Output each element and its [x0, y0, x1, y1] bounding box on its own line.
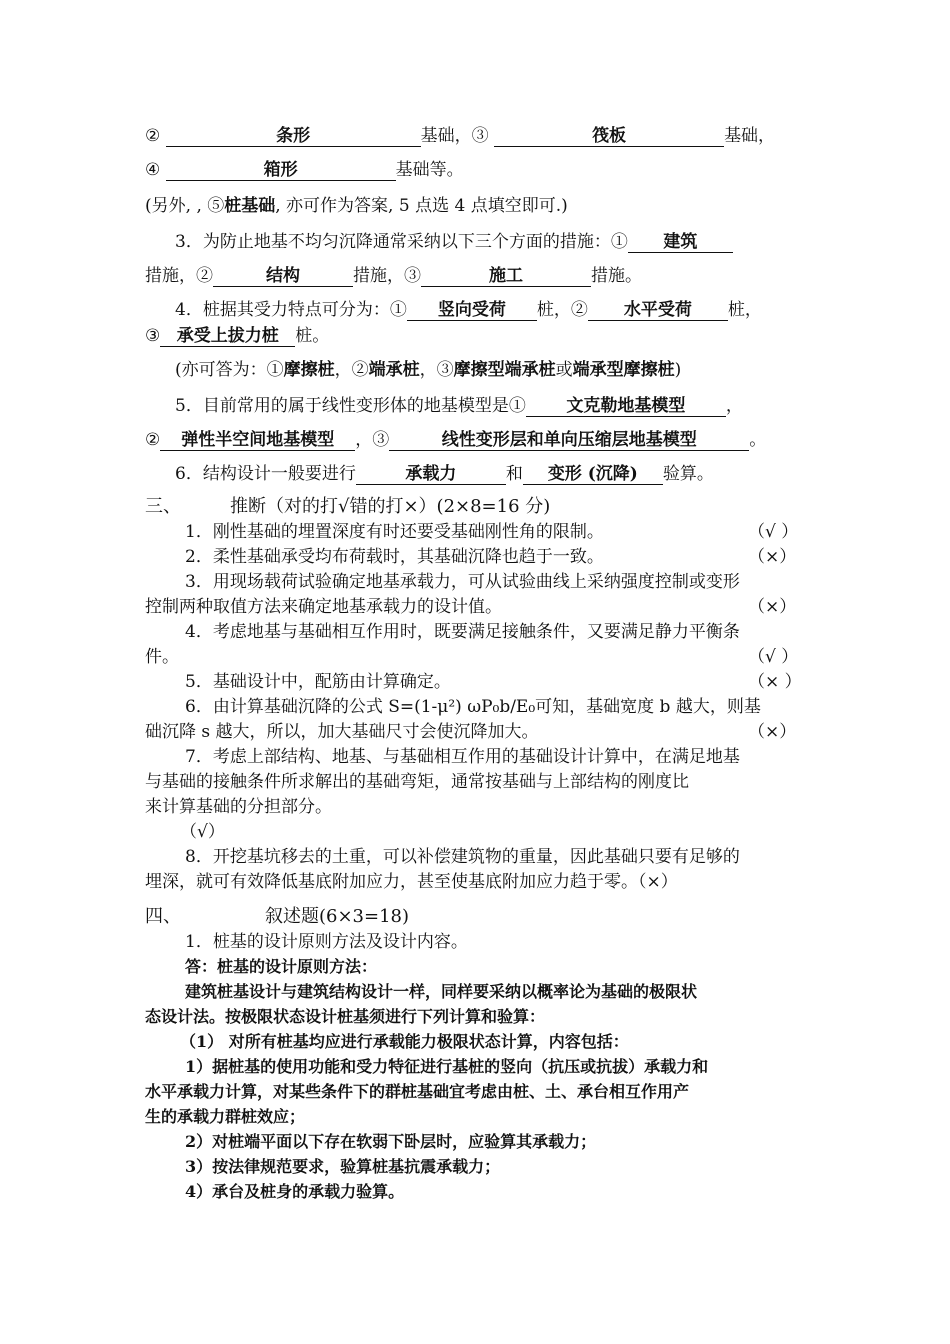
answer-paragraph-4: 2）对桩端平面以下存在软弱下卧层时，应验算其承载力； [185, 1132, 597, 1151]
circled-2: ② [145, 430, 161, 450]
answer-elastic-half-space: 弹性半空间地基模型 [160, 430, 355, 451]
judge-mark-7: （√） [180, 822, 225, 842]
judge-item-7-cont: 与基础的接触条件所求解出的基础弯矩，通常按基础与上部结构的刚度比 [145, 772, 689, 792]
note-line [145, 194, 568, 218]
judge-item-2: 2．柔性基础承受均布荷载时，其基础沉降也趋于一致。 [185, 547, 604, 567]
answer-vertical-load: 竖向受荷 [407, 300, 537, 321]
judge-item-4-cont: 件。 [145, 647, 179, 667]
question-4-line-2 [145, 324, 329, 348]
essay-question-1: 1．桩基的设计原则方法及设计内容。 [185, 932, 468, 952]
text: 5．目前常用的属于线性变形体的地基模型是① [175, 396, 526, 416]
text: ，③ [355, 430, 390, 450]
question-3-line-1 [175, 230, 733, 254]
text: , 亦可作为答案, 5 点选 4 点填空即可.) [275, 196, 568, 216]
judge-mark-3: （×） [748, 597, 797, 617]
answer-paragraph-1a: 建筑桩基设计与建筑结构设计一样，同样要采纳以概率论为基础的极限状 [185, 982, 698, 1001]
judge-item-7: 7．考虑上部结构、地基、与基础相互作用的基础设计计算中，在满足地基 [185, 747, 740, 767]
answer-heading: 答：桩基的设计原则方法： [185, 957, 378, 976]
circled-2: ② [145, 126, 161, 146]
judge-item-7-cont2: 来计算基础的分担部分。 [145, 797, 332, 817]
answer-uplift-pile: 承受上拔力桩 [160, 326, 295, 347]
question-3-line-2 [145, 264, 642, 288]
answer-friction-pile: 摩擦桩 [283, 360, 335, 380]
text: ，② [334, 360, 369, 380]
judge-mark-2: （×） [748, 547, 797, 567]
answer-paragraph-5: 3）按法律规范要求，验算桩基抗震承载力； [185, 1157, 501, 1176]
section-number: 三、 [145, 496, 181, 517]
text: 3．为防止地基不均匀沉降通常采纳以下三个方面的措施：① [175, 232, 628, 252]
judge-mark-5: （× ） [748, 672, 802, 692]
answer-end-bearing-pile: 端承桩 [368, 360, 420, 380]
judge-item-3-cont: 控制两种取值方法来确定地基承载力的设计值。 [145, 597, 502, 617]
judge-item-6-cont: 础沉降 s 越大，所以，加大基础尺寸会使沉降加大。 [145, 722, 539, 742]
text: 4．桩据其受力特点可分为：① [175, 300, 407, 320]
judge-item-3: 3．用现场载荷试验确定地基承载力，可从试验曲线上采纳强度控制或变形 [185, 572, 740, 592]
answer-deformation: 变形 (沉降) [523, 464, 663, 485]
question-5-line-1 [175, 394, 743, 418]
answer-raft: 筏板 [494, 126, 724, 147]
answer-winkler-model: 文克勒地基模型 [526, 396, 726, 417]
answer-end-bearing-type: 端承型摩擦桩 [572, 360, 675, 380]
text: ， [725, 396, 743, 416]
text: (另外, , ⑤ [145, 196, 225, 216]
section-4-heading [145, 904, 409, 930]
answer-pile: 桩基础 [224, 196, 276, 216]
question-4-alternative [175, 358, 681, 382]
question-4-line-1 [175, 298, 762, 322]
question-6 [175, 462, 714, 486]
text: 桩。 [295, 326, 330, 346]
question-5-line-2 [145, 428, 766, 452]
judge-item-5: 5．基础设计中，配筋由计算确定。 [185, 672, 451, 692]
text: 。 [749, 430, 767, 450]
judge-mark-1: （√ ） [748, 522, 799, 542]
answer-paragraph-3a: 1）据桩基的使用功能和受力特征进行基桩的竖向（抗压或抗拔）承载力和 [185, 1057, 709, 1076]
text: 基础，③ [420, 126, 489, 146]
text: 桩，② [536, 300, 588, 320]
text: 桩， [727, 300, 762, 320]
text: 基础， [724, 126, 776, 146]
text: 或 [555, 360, 573, 380]
judge-item-6: 6．由计算基础沉降的公式 S=(1-μ²) ωP₀b/E₀可知，基础宽度 b 越大，则基 [185, 697, 761, 717]
answer-construction: 施工 [421, 266, 591, 287]
answer-layered-model: 线性变形层和单向压缩层地基模型 [389, 430, 749, 451]
text: 和 [505, 464, 523, 484]
answer-architecture: 建筑 [628, 232, 733, 253]
judge-item-8-cont: 埋深，就可有效降低基底附加应力，甚至使基底附加应力趋于零。（×） [145, 872, 678, 892]
text: 基础等。 [395, 160, 464, 180]
fill-line-foundation-types-1 [145, 124, 775, 148]
answer-box: 箱形 [166, 160, 396, 181]
section-number: 四、 [145, 906, 181, 927]
text: 措施，③ [353, 266, 421, 286]
text: 措施，② [145, 266, 213, 286]
answer-paragraph-6: 4）承台及桩身的承载力验算。 [185, 1182, 405, 1201]
text: ) [674, 360, 682, 380]
answer-paragraph-1b: 态设计法。按极限状态设计桩基须进行下列计算和验算： [145, 1007, 546, 1026]
section-3-heading [145, 494, 550, 520]
answer-structure: 结构 [213, 266, 353, 287]
answer-paragraph-2: （1） 对所有桩基均应进行承载能力极限状态计算，内容包括： [180, 1032, 629, 1051]
section-title: 叙述题(6×3=18) [265, 906, 410, 927]
answer-horizontal-load: 水平受荷 [588, 300, 728, 321]
answer-bearing-capacity: 承载力 [356, 464, 506, 485]
text: 措施。 [591, 266, 642, 286]
judge-item-8: 8．开挖基坑移去的土重，可以补偿建筑物的重量，因此基础只要有足够的 [185, 847, 740, 867]
section-title: 推断（对的打√错的打×）(2×8=16 分) [230, 496, 551, 517]
circled-4: ④ [145, 160, 161, 180]
text: 6．结构设计一般要进行 [175, 464, 356, 484]
judge-mark-6: （×） [748, 722, 797, 742]
judge-item-4: 4．考虑地基与基础相互作用时，既要满足接触条件，又要满足静力平衡条 [185, 622, 740, 642]
circled-3: ③ [145, 326, 161, 346]
text: (亦可答为：① [175, 360, 284, 380]
fill-line-foundation-types-2 [145, 158, 464, 182]
text: ，③ [419, 360, 454, 380]
answer-paragraph-3c: 生的承载力群桩效应； [145, 1107, 306, 1126]
text: 验算。 [662, 464, 714, 484]
answer-strip: 条形 [166, 126, 421, 147]
answer-paragraph-3b: 水平承载力计算，对某些条件下的群桩基础宜考虑由桩、土、承台相互作用产 [145, 1082, 690, 1101]
judge-mark-4: （√ ） [748, 647, 799, 667]
judge-item-1: 1．刚性基础的埋置深度有时还要受基础刚性角的限制。 [185, 522, 604, 542]
answer-friction-type: 摩擦型端承桩 [453, 360, 556, 380]
